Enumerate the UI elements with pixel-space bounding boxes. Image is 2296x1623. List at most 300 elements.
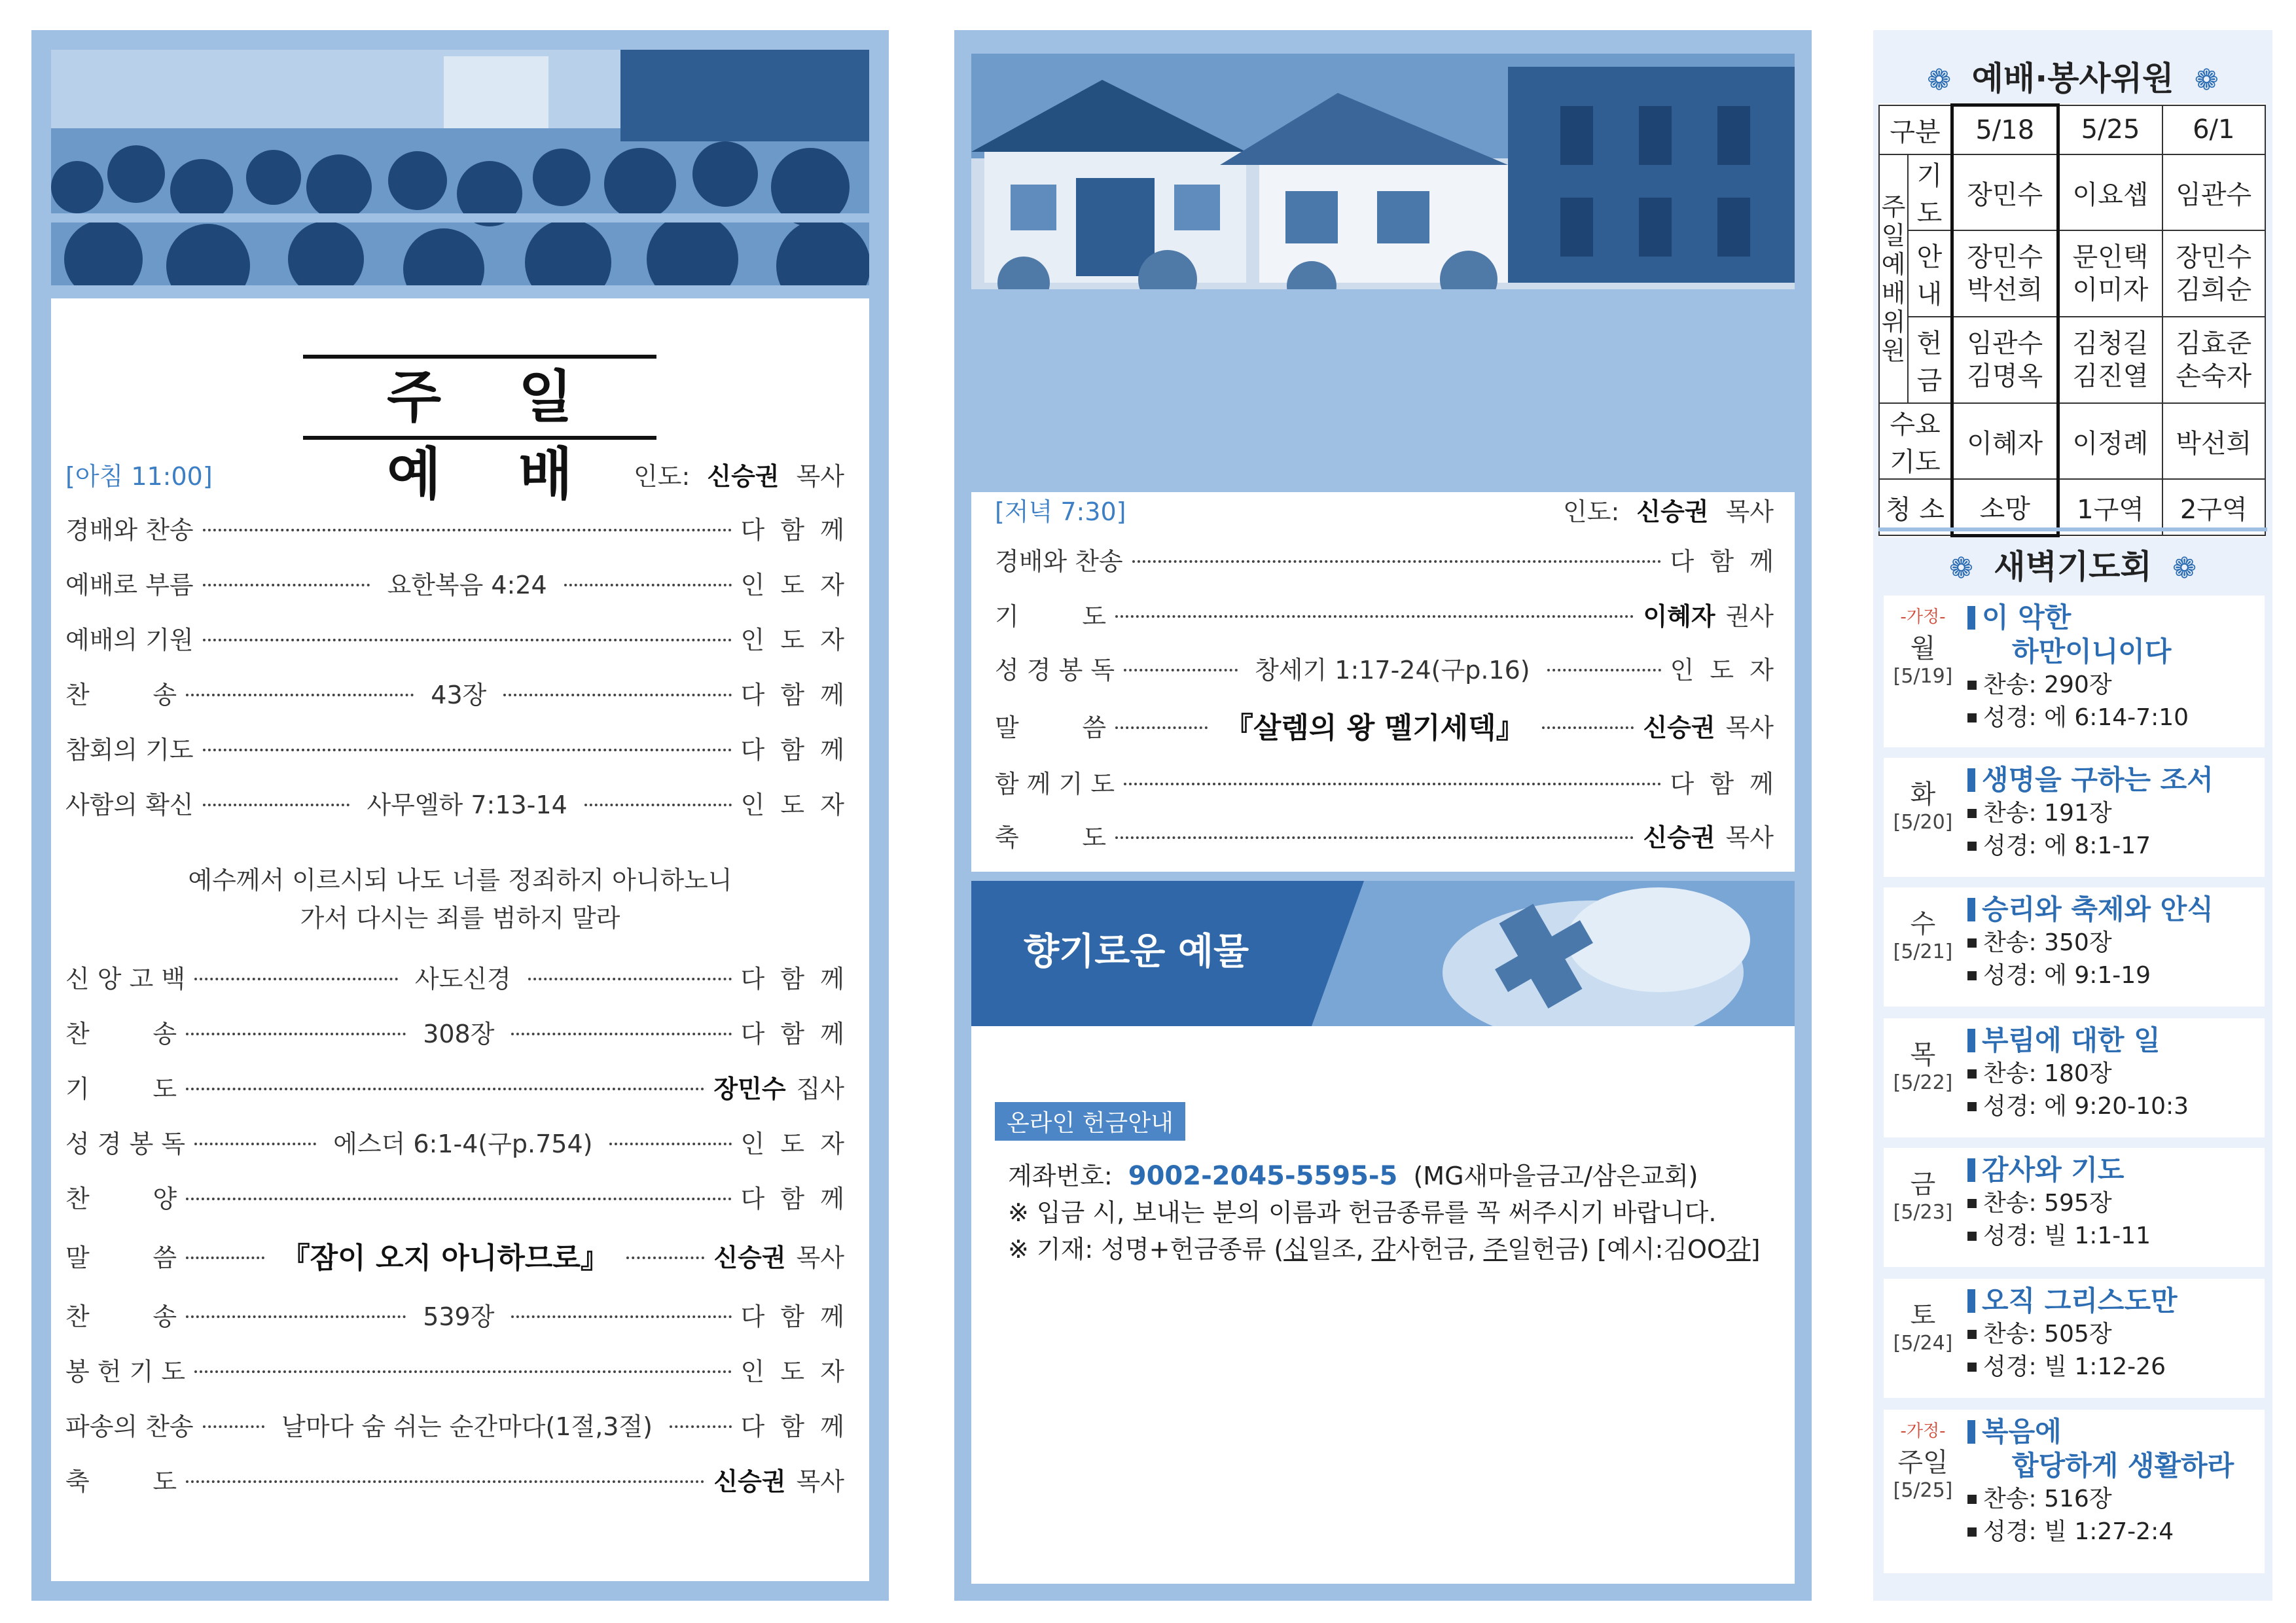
title-bar-icon bbox=[1967, 1420, 1975, 1444]
order-label: 축 도 bbox=[995, 823, 1107, 852]
bullet-square-icon bbox=[1967, 1495, 1977, 1504]
sermon-title-text: 오직 그리스도만 bbox=[1982, 1285, 2178, 1317]
dotted-leader bbox=[203, 529, 732, 531]
order-label: 찬 송 bbox=[65, 1302, 177, 1331]
dawn-prayer-day bbox=[1884, 1148, 2265, 1267]
ornament-icon: ❁ bbox=[2194, 63, 2219, 97]
order-person: 다 함 께 bbox=[740, 1184, 844, 1213]
dotted-leader bbox=[670, 1425, 732, 1428]
dotted-leader bbox=[564, 584, 732, 586]
order-row bbox=[65, 785, 844, 819]
leader-name: 신승권 bbox=[707, 461, 780, 491]
day-info bbox=[1884, 1034, 1962, 1094]
day-details bbox=[1967, 601, 2261, 734]
person-name: 이혜자 bbox=[1643, 601, 1715, 631]
day-info bbox=[1884, 1164, 1962, 1224]
scripture-text: 성경: 에 9:1-19 bbox=[1983, 962, 2151, 989]
committee-cell: 이요셉 bbox=[2058, 154, 2162, 230]
scripture-item bbox=[1967, 1516, 2261, 1548]
sermon-title-text: 생명을 구하는 조서 bbox=[1982, 764, 2214, 796]
day-name: 월 bbox=[1910, 633, 1936, 664]
day-details bbox=[1967, 1024, 2261, 1123]
order-label: 사함의 확신 bbox=[65, 790, 194, 819]
leader-title: 목사 bbox=[796, 461, 844, 491]
order-detail: 308장 bbox=[423, 1019, 495, 1048]
sermon-title-text: 복음에 bbox=[1982, 1416, 2062, 1448]
dawn-prayer-day bbox=[1884, 758, 2265, 877]
sunday-leader bbox=[634, 456, 844, 492]
person-title: 집사 bbox=[796, 1074, 844, 1103]
order-label: 신 앙 고 백 bbox=[65, 964, 186, 993]
sermon-title bbox=[1967, 1024, 2261, 1058]
committee-cell: 장민수 박선희 bbox=[1952, 230, 2058, 317]
day-date: [5/20] bbox=[1893, 811, 1953, 834]
order-label: 찬 송 bbox=[65, 1019, 177, 1048]
scripture-item bbox=[1967, 702, 2261, 734]
title-bar-icon bbox=[1967, 606, 1975, 630]
dotted-leader bbox=[203, 1425, 265, 1428]
order-person: 인 도 자 bbox=[740, 790, 845, 819]
committee-cell: 이정례 bbox=[2058, 403, 2162, 479]
order-detail: 『살렘의 왕 멜기세덱』 bbox=[1224, 711, 1525, 745]
order-row bbox=[65, 675, 844, 709]
hymn-text: 찬송: 290장 bbox=[1983, 671, 2112, 698]
committee-table bbox=[1878, 103, 2266, 537]
congregation-photo bbox=[51, 50, 869, 298]
day-name: 토 bbox=[1910, 1300, 1936, 1330]
day-date: [5/24] bbox=[1893, 1332, 1953, 1355]
group-label-char: 일 bbox=[1881, 221, 1906, 250]
order-person bbox=[1643, 817, 1774, 853]
title-bar-icon bbox=[1967, 898, 1975, 921]
leader-label: 인도: bbox=[1563, 497, 1620, 526]
sermon-title bbox=[1967, 893, 2261, 927]
title-bar-icon bbox=[1967, 1289, 1975, 1313]
order-label: 함 께 기 도 bbox=[995, 769, 1115, 798]
sermon-title bbox=[1967, 1153, 2261, 1187]
dotted-leader bbox=[1115, 836, 1634, 839]
order-person: 인 도 자 bbox=[740, 1129, 844, 1158]
note2-underline: 감 bbox=[1371, 1235, 1396, 1264]
day-info bbox=[1884, 596, 1962, 688]
hymn-item bbox=[1967, 927, 2261, 959]
order-label: 예배로 부름 bbox=[65, 570, 194, 599]
online-offering-tag: 온라인 헌금안내 bbox=[995, 1102, 1185, 1141]
dotted-leader bbox=[203, 639, 732, 641]
bullet-square-icon bbox=[1967, 1102, 1977, 1111]
row-label: 청 소 bbox=[1879, 479, 1952, 535]
order-label: 기 도 bbox=[995, 601, 1107, 631]
bullet-square-icon bbox=[1967, 681, 1977, 690]
committee-cell: 박선희 bbox=[2162, 403, 2266, 479]
hymn-text: 찬송: 180장 bbox=[1983, 1060, 2112, 1087]
account-label: 계좌번호: bbox=[1008, 1162, 1113, 1190]
dotted-leader bbox=[186, 1033, 406, 1035]
sermon-title bbox=[1967, 763, 2261, 797]
order-person: 다 함 께 bbox=[740, 515, 844, 544]
dotted-leader bbox=[186, 1198, 731, 1200]
day-date: [5/23] bbox=[1893, 1201, 1953, 1224]
person-title: 권사 bbox=[1725, 601, 1774, 631]
order-row bbox=[65, 1407, 844, 1441]
order-label: 참회의 기도 bbox=[65, 735, 194, 764]
order-row bbox=[995, 651, 1774, 685]
order-row bbox=[65, 620, 844, 654]
header-cell: 구분 bbox=[1879, 105, 1952, 155]
order-person: 인 도 자 bbox=[1670, 655, 1774, 685]
day-info bbox=[1884, 774, 1962, 834]
row-label: 안내 bbox=[1908, 230, 1952, 317]
bullet-square-icon bbox=[1967, 1527, 1977, 1537]
dotted-leader bbox=[186, 1315, 406, 1318]
order-person: 다 함 께 bbox=[740, 1019, 845, 1048]
row-label: 기도 bbox=[1908, 154, 1952, 230]
order-label: 말 씀 bbox=[995, 713, 1107, 742]
person-title: 목사 bbox=[1725, 713, 1774, 742]
wednesday-leader bbox=[1563, 491, 1774, 527]
order-row bbox=[65, 1124, 844, 1158]
sunday-time: [아침 11:00] bbox=[65, 461, 213, 491]
committee-cell: 임관수 김명옥 bbox=[1952, 317, 2058, 403]
note2-underline: 감 bbox=[1726, 1235, 1751, 1264]
dotted-leader bbox=[609, 1143, 731, 1145]
dawn-prayer-title: 새벽기도회 bbox=[1994, 548, 2152, 586]
order-row bbox=[65, 1014, 844, 1048]
order-person bbox=[713, 1461, 844, 1497]
committee-row bbox=[1879, 154, 2265, 230]
hymn-item bbox=[1967, 1187, 2261, 1220]
order-person: 인 도 자 bbox=[740, 570, 845, 599]
sunday-worship-content bbox=[51, 50, 869, 1581]
church-building-photo bbox=[971, 54, 1795, 302]
sermon-title bbox=[1967, 1284, 2261, 1318]
scripture-text: 성경: 빌 1:1-11 bbox=[1983, 1222, 2151, 1249]
offering-note-1: ※ 입금 시, 보내는 분의 이름과 헌금종류를 꼭 써주시기 바랍니다. bbox=[1008, 1198, 1717, 1227]
sermon-title-text: 승리와 축제와 안식 bbox=[1982, 893, 2214, 925]
dotted-leader bbox=[1132, 560, 1661, 563]
order-row bbox=[65, 730, 844, 764]
person-title: 목사 bbox=[1725, 823, 1774, 852]
day-date: [5/21] bbox=[1893, 940, 1953, 963]
dawn-prayer-day bbox=[1884, 1279, 2265, 1398]
order-label: 경배와 찬송 bbox=[995, 546, 1123, 576]
scripture-item bbox=[1967, 959, 2261, 992]
dotted-leader bbox=[186, 1257, 264, 1259]
committee-cell: 소망 bbox=[1952, 479, 2058, 535]
dawn-prayer-day bbox=[1884, 596, 2265, 747]
committee-row bbox=[1879, 317, 2265, 403]
header-cell: 5/18 bbox=[1952, 105, 2058, 155]
day-details bbox=[1967, 893, 2261, 992]
dotted-leader bbox=[528, 978, 732, 980]
sermon-title-text: 부림에 대한 일 bbox=[1982, 1024, 2161, 1056]
person-name: 신승권 bbox=[713, 1467, 786, 1496]
scripture-item bbox=[1967, 1220, 2261, 1253]
order-row bbox=[65, 510, 844, 544]
bullet-square-icon bbox=[1967, 713, 1977, 722]
scripture-text: 성경: 에 8:1-17 bbox=[1983, 832, 2151, 859]
order-person bbox=[1643, 707, 1774, 743]
day-date: [5/22] bbox=[1893, 1071, 1953, 1094]
hymn-item bbox=[1967, 1058, 2261, 1090]
committee-cell: 장민수 bbox=[1952, 154, 2058, 230]
hymn-item bbox=[1967, 1318, 2261, 1351]
account-bank: (MG새마을금고/삼은교회) bbox=[1413, 1162, 1698, 1190]
bullet-square-icon bbox=[1967, 1330, 1977, 1339]
hymn-item bbox=[1967, 1483, 2261, 1516]
person-name: 신승권 bbox=[1643, 713, 1715, 742]
ornament-icon: ❁ bbox=[2172, 552, 2197, 585]
day-info bbox=[1884, 1410, 1962, 1502]
note2-underline: 주 bbox=[1483, 1235, 1508, 1264]
order-detail: 요한복음 4:24 bbox=[387, 570, 547, 599]
wednesday-title-band bbox=[971, 302, 1795, 492]
day-info bbox=[1884, 1294, 1962, 1355]
person-title: 목사 bbox=[796, 1467, 844, 1496]
ornament-icon: ❁ bbox=[1927, 63, 1952, 97]
dawn-prayer-day bbox=[1884, 887, 2265, 1007]
hymn-item bbox=[1967, 797, 2261, 830]
committee-row bbox=[1879, 403, 2265, 479]
dotted-leader bbox=[1115, 615, 1634, 618]
scripture-item bbox=[1967, 1351, 2261, 1383]
order-row bbox=[995, 542, 1774, 576]
offering-title: 향기로운 예물 bbox=[1024, 931, 1249, 973]
day-name: 주일 bbox=[1897, 1448, 1948, 1478]
scripture-item bbox=[1967, 830, 2261, 863]
day-date: [5/25] bbox=[1893, 1479, 1953, 1502]
verse-line-1: 예수께서 이르시되 나도 너를 정죄하지 아니하노니 bbox=[188, 866, 732, 895]
dawn-prayer-day bbox=[1884, 1018, 2265, 1137]
leader-name: 신승권 bbox=[1636, 497, 1709, 526]
dotted-leader bbox=[186, 1088, 704, 1090]
sermon-title-line-2: 하만이니이다 bbox=[2012, 635, 2172, 668]
hymn-text: 찬송: 505장 bbox=[1983, 1321, 2112, 1347]
note2-part: ※ 기재: 성명+헌금종류 ( bbox=[1008, 1235, 1284, 1264]
offering-note-2 bbox=[1008, 1229, 1760, 1265]
day-details bbox=[1967, 1153, 2261, 1253]
side-info-panel bbox=[1873, 30, 2272, 1601]
order-label: 예배의 기원 bbox=[65, 625, 194, 654]
day-date: [5/19] bbox=[1893, 665, 1953, 688]
sermon-title-line-2: 합당하게 생활하라 bbox=[2012, 1450, 2234, 1482]
sunday-verse bbox=[51, 861, 869, 937]
order-person: 다 함 께 bbox=[740, 1302, 845, 1331]
bullet-square-icon bbox=[1967, 1199, 1977, 1208]
day-details bbox=[1967, 1284, 2261, 1383]
wednesday-time: [저녁 7:30] bbox=[995, 497, 1126, 526]
order-label: 찬 송 bbox=[65, 680, 177, 709]
order-detail: 창세기 1:17-24(구p.16) bbox=[1255, 655, 1530, 685]
leader-title: 목사 bbox=[1725, 497, 1774, 526]
dotted-leader bbox=[503, 694, 731, 696]
order-label: 파송의 찬송 bbox=[65, 1412, 194, 1441]
dotted-leader bbox=[203, 749, 732, 751]
person-name: 신승권 bbox=[713, 1243, 786, 1272]
dotted-leader bbox=[1124, 669, 1238, 671]
wednesday-worship-panel bbox=[954, 30, 1812, 1601]
hymn-text: 찬송: 595장 bbox=[1983, 1190, 2112, 1217]
order-person bbox=[1643, 596, 1774, 632]
day-details bbox=[1967, 763, 2261, 863]
dotted-leader bbox=[186, 694, 414, 696]
order-detail: 43장 bbox=[431, 680, 487, 709]
order-detail: 539장 bbox=[423, 1302, 495, 1331]
order-label: 성 경 봉 독 bbox=[995, 655, 1115, 685]
committee-cell: 문인택 이미자 bbox=[2058, 230, 2162, 317]
person-name: 장민수 bbox=[713, 1074, 786, 1103]
order-label: 성 경 봉 독 bbox=[65, 1129, 186, 1158]
bullet-square-icon bbox=[1967, 1232, 1977, 1241]
person-title: 목사 bbox=[796, 1243, 844, 1272]
day-info bbox=[1884, 903, 1962, 963]
order-detail: 사도신경 bbox=[414, 964, 511, 993]
order-detail: 『잠이 오지 아니하므로』 bbox=[281, 1241, 609, 1275]
dotted-leader bbox=[203, 804, 350, 806]
order-row bbox=[995, 818, 1774, 852]
order-row bbox=[65, 565, 844, 599]
account-line bbox=[1008, 1156, 1698, 1192]
order-detail: 사무엘하 7:13-14 bbox=[367, 790, 567, 819]
scripture-text: 성경: 빌 1:12-26 bbox=[1983, 1353, 2166, 1380]
order-detail: 에스더 6:1-4(구p.754) bbox=[333, 1129, 593, 1158]
committee-header-row bbox=[1879, 105, 2265, 155]
dotted-leader bbox=[194, 978, 398, 980]
sermon-title-text: 감사와 기도 bbox=[1982, 1154, 2125, 1186]
order-person: 다 함 께 bbox=[740, 1412, 844, 1441]
scripture-text: 성경: 에 6:14-7:10 bbox=[1983, 704, 2189, 731]
scripture-item bbox=[1967, 1090, 2261, 1123]
committee-row bbox=[1879, 230, 2265, 317]
row-label: 헌금 bbox=[1908, 317, 1952, 403]
row-label: 수요기도 bbox=[1879, 403, 1952, 479]
sunday-time-row bbox=[65, 457, 844, 491]
header-cell: 6/1 bbox=[2162, 105, 2266, 155]
title-bar-icon bbox=[1967, 768, 1975, 792]
bullet-square-icon bbox=[1967, 1069, 1977, 1079]
bullet-square-icon bbox=[1967, 809, 1977, 818]
committee-title: 예배·봉사위원 bbox=[1971, 60, 2174, 98]
bullet-square-icon bbox=[1967, 971, 1977, 980]
order-label: 기 도 bbox=[65, 1074, 177, 1103]
dotted-leader bbox=[511, 1033, 731, 1035]
leader-label: 인도: bbox=[634, 461, 691, 491]
order-label: 말 씀 bbox=[65, 1243, 177, 1272]
dotted-leader bbox=[1542, 726, 1634, 729]
title-bar-icon bbox=[1967, 1158, 1975, 1182]
bullet-square-icon bbox=[1967, 842, 1977, 851]
order-row bbox=[995, 597, 1774, 631]
order-label: 경배와 찬송 bbox=[65, 515, 194, 544]
sermon-title bbox=[1967, 601, 2261, 635]
order-row bbox=[65, 1462, 844, 1496]
committee-cell: 2구역 bbox=[2162, 479, 2266, 535]
family-tag: -가정- bbox=[1900, 607, 1946, 627]
hymn-item bbox=[1967, 669, 2261, 702]
person-name: 신승권 bbox=[1643, 823, 1715, 852]
note2-part: ] bbox=[1750, 1235, 1761, 1264]
wednesday-worship-content bbox=[971, 54, 1795, 872]
day-name: 목 bbox=[1910, 1040, 1936, 1070]
order-row bbox=[65, 1069, 844, 1103]
offering-section bbox=[971, 881, 1795, 1584]
order-row bbox=[65, 1238, 844, 1275]
hymn-text: 찬송: 350장 bbox=[1983, 929, 2112, 956]
bullet-square-icon bbox=[1967, 938, 1977, 948]
dotted-leader bbox=[1115, 726, 1208, 729]
order-person: 인 도 자 bbox=[740, 625, 844, 654]
note2-part: 일헌금) [예시:김OO bbox=[1507, 1235, 1727, 1264]
sermon-title-text: 이 악한 bbox=[1982, 601, 2072, 633]
sunday-worship-title: 주 일 예 배 bbox=[303, 355, 656, 440]
dotted-leader bbox=[194, 1370, 731, 1373]
order-label: 봉 헌 기 도 bbox=[65, 1357, 186, 1386]
order-row bbox=[65, 959, 844, 993]
day-details bbox=[1967, 1415, 2261, 1548]
committee-cell: 1구역 bbox=[2058, 479, 2162, 535]
group-label bbox=[1879, 154, 1908, 403]
note2-part: 일조, bbox=[1307, 1235, 1372, 1264]
hymn-text: 찬송: 191장 bbox=[1983, 800, 2112, 827]
title-bar-icon bbox=[1967, 1029, 1975, 1052]
day-name: 수 bbox=[1910, 909, 1936, 939]
dotted-leader bbox=[194, 1143, 316, 1145]
header-cell: 5/25 bbox=[2058, 105, 2162, 155]
committee-cell: 이혜자 bbox=[1952, 403, 2058, 479]
dawn-prayer-heading bbox=[1873, 541, 2272, 588]
dotted-leader bbox=[186, 1480, 704, 1483]
committee-cell: 김청길 김진열 bbox=[2058, 317, 2162, 403]
dotted-leader bbox=[1547, 669, 1661, 671]
group-label-char: 배 bbox=[1881, 279, 1906, 308]
sermon-title bbox=[1967, 1415, 2261, 1449]
order-row bbox=[65, 1352, 844, 1386]
day-name: 화 bbox=[1910, 779, 1936, 810]
order-row bbox=[65, 1179, 844, 1213]
bullet-square-icon bbox=[1967, 1363, 1977, 1372]
order-row bbox=[65, 1297, 844, 1331]
dotted-leader bbox=[203, 584, 370, 586]
group-label-text bbox=[1880, 192, 1907, 365]
group-label-char: 원 bbox=[1881, 336, 1906, 365]
wednesday-time-row bbox=[995, 492, 1774, 526]
account-number: 9002-2045-5595-5 bbox=[1128, 1161, 1398, 1191]
order-detail: 날마다 숨 쉬는 순간마다(1절,3절) bbox=[281, 1412, 653, 1441]
dotted-leader bbox=[1124, 783, 1660, 785]
order-row bbox=[995, 708, 1774, 745]
verse-line-2: 가서 다시는 죄를 범하지 말라 bbox=[300, 904, 620, 933]
scripture-text: 성경: 에 9:20-10:3 bbox=[1983, 1093, 2189, 1120]
note2-underline: 십 bbox=[1283, 1235, 1308, 1264]
order-person: 다 함 께 bbox=[740, 680, 845, 709]
order-person: 다 함 께 bbox=[1670, 769, 1774, 798]
dotted-leader bbox=[626, 1257, 705, 1259]
order-row bbox=[995, 764, 1774, 798]
section-divider bbox=[1878, 527, 2267, 531]
day-name: 금 bbox=[1910, 1169, 1936, 1200]
order-person: 다 함 께 bbox=[740, 964, 844, 993]
order-label: 축 도 bbox=[65, 1467, 177, 1496]
offering-banner bbox=[971, 881, 1795, 1026]
group-label-char: 예 bbox=[1881, 250, 1906, 279]
dotted-leader bbox=[584, 804, 732, 806]
ornament-icon: ❁ bbox=[1948, 552, 1973, 585]
group-label-char: 위 bbox=[1881, 308, 1906, 336]
committee-heading bbox=[1873, 52, 2272, 99]
order-person bbox=[713, 1238, 844, 1274]
committee-cell: 장민수 김희순 bbox=[2162, 230, 2266, 317]
group-label-char: 주 bbox=[1881, 192, 1906, 221]
